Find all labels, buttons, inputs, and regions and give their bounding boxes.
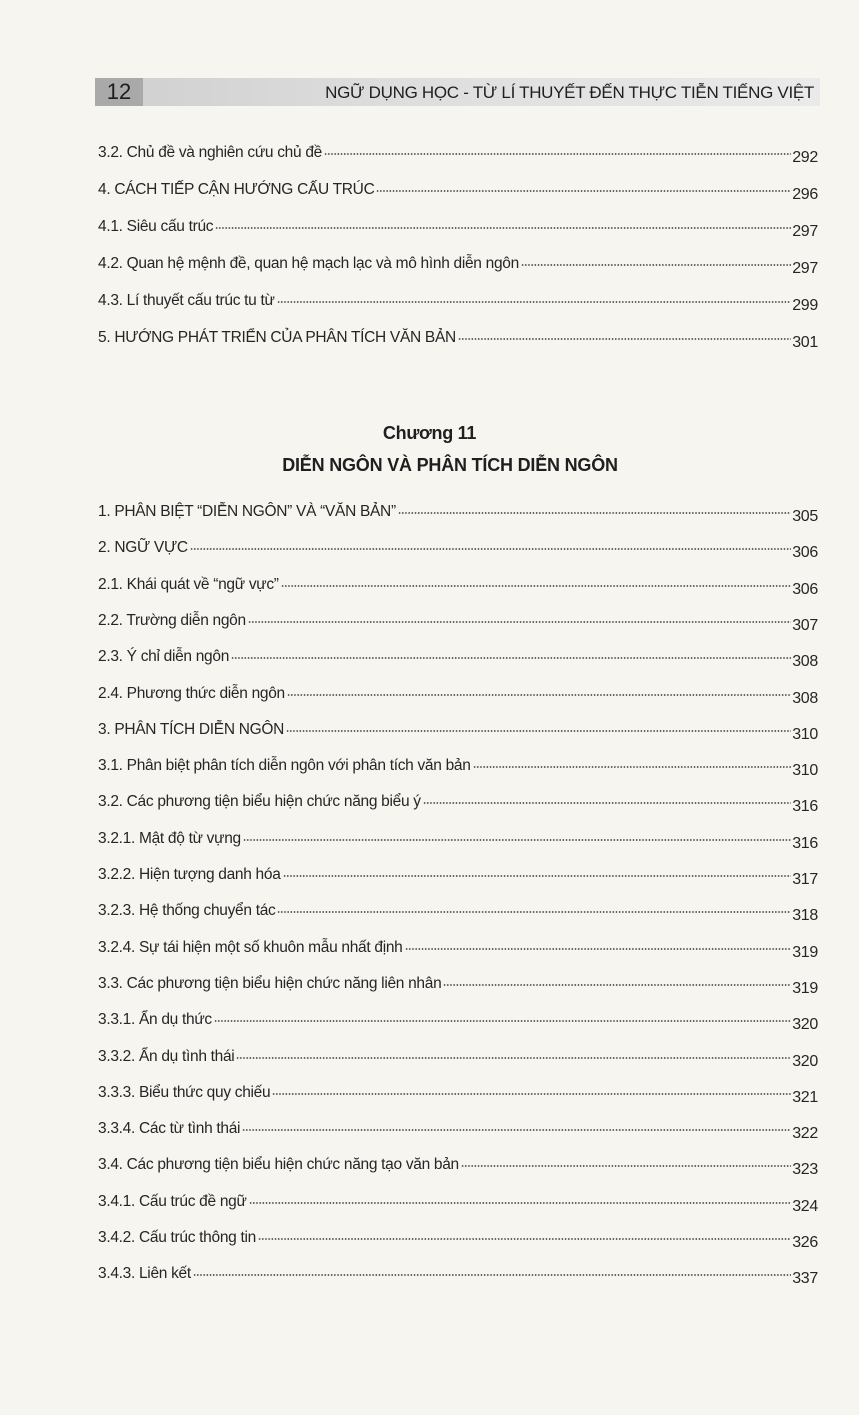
toc-leader-dots <box>398 511 791 515</box>
toc-entry-title: 2.2. Trường diễn ngôn <box>98 611 246 629</box>
toc-entry-page: 319 <box>792 943 818 961</box>
toc-entry <box>98 1114 818 1143</box>
running-title: NGỮ DỤNG HỌC - TỪ LÍ THUYẾT ĐẾN THỰC TIỄN TIẾNG VIỆT <box>325 83 814 102</box>
toc-entry-title: 3.4.3. Liên kết <box>98 1265 191 1283</box>
toc-leader-dots <box>243 838 791 842</box>
toc-entry-page: 307 <box>792 616 818 634</box>
toc-entry-page: 317 <box>792 871 818 888</box>
toc-entry <box>98 787 818 816</box>
toc-entry-title: 4.1. Siêu cấu trúc <box>98 218 214 235</box>
toc-entry <box>98 933 818 961</box>
toc-entry-title: 3.3.3. Biểu thức quy chiếu <box>98 1083 271 1101</box>
toc-entry-title: 4.2. Quan hệ mệnh đề, quan hệ mạch lạc và mô hình diễn ngôn <box>98 255 519 272</box>
toc-entry <box>98 969 818 997</box>
toc-entry-page: 310 <box>792 725 818 743</box>
toc-entry-page: 296 <box>792 186 818 203</box>
toc-entry-page: 301 <box>792 334 818 351</box>
toc-entry-page: 299 <box>792 297 818 314</box>
toc-entry-page: 292 <box>792 149 818 166</box>
toc-entry-page: 319 <box>792 979 818 997</box>
toc-leader-dots <box>286 729 791 733</box>
toc-entry-page: 308 <box>792 653 818 671</box>
toc-entry-title: 4. CÁCH TIẾP CẬN HƯỚNG CẤU TRÚC <box>98 181 375 198</box>
toc-leader-dots <box>258 1237 791 1241</box>
toc-entry-title: 4.3. Lí thuyết cấu trúc tu từ <box>98 292 275 309</box>
toc-entry-page: 297 <box>792 223 818 240</box>
toc-entry <box>98 606 818 634</box>
toc-leader-dots <box>461 1164 791 1168</box>
toc-entry <box>98 715 818 743</box>
toc-entry-title: 2.4. Phương thức diễn ngôn <box>98 684 285 702</box>
toc-leader-dots <box>248 620 791 624</box>
toc-entry-title: 3.2.2. Hiện tượng danh hóa <box>98 866 281 883</box>
toc-entry <box>98 249 818 277</box>
toc-entry-title: 3.4. Các phương tiện biểu hiện chức năng tạo văn bản <box>98 1156 459 1174</box>
toc-entry <box>98 570 818 598</box>
toc-entry-title: 3.4.1. Cấu trúc đề ngữ <box>98 1192 247 1210</box>
toc-entry-page: 318 <box>792 907 818 925</box>
toc-entry <box>98 751 818 780</box>
toc-entry <box>98 497 818 525</box>
toc-entry <box>98 1150 818 1179</box>
toc-leader-dots <box>277 300 792 304</box>
toc-entry <box>98 1259 818 1288</box>
toc-entry-title: 2. NGỮ VỰC <box>98 539 188 557</box>
toc-entry-title: 3.2. Chủ đề và nghiên cứu chủ đề <box>98 144 322 161</box>
toc-entry <box>98 175 818 203</box>
toc-entry-title: 3.2. Các phương tiện biểu hiện chức năng biểu ý <box>98 793 421 811</box>
toc-entry-page: 310 <box>792 762 818 780</box>
page-number: 12 <box>95 78 143 106</box>
toc-entry-title: 3.2.3. Hệ thống chuyển tác <box>98 902 276 920</box>
toc-leader-dots <box>249 1201 792 1205</box>
toc-entry-title: 3.1. Phân biệt phân tích diễn ngôn với phân tích văn bản <box>98 757 471 775</box>
toc-entry <box>98 679 818 707</box>
toc-entry-page: 305 <box>792 508 818 525</box>
toc-entry-page: 320 <box>792 1052 818 1070</box>
toc-entry-title: 3.4.2. Cấu trúc thông tin <box>98 1229 256 1246</box>
toc-leader-dots <box>231 656 791 660</box>
toc-entry <box>98 533 818 562</box>
toc-entry-page: 316 <box>792 834 818 852</box>
toc-leader-dots <box>287 693 791 697</box>
toc-leader-dots <box>443 983 791 987</box>
toc-entry-title: 3. PHÂN TÍCH DIỄN NGÔN <box>98 720 285 738</box>
toc-leader-dots <box>324 152 791 156</box>
toc-entry-page: 306 <box>792 544 818 562</box>
toc-leader-dots <box>405 947 792 951</box>
toc-leader-dots <box>193 1273 791 1277</box>
toc-entry-title: 3.2.4. Sự tái hiện một số khuôn mẫu nhất định <box>98 938 403 956</box>
toc-leader-dots <box>190 547 791 551</box>
toc-entry-page: 297 <box>792 260 818 277</box>
toc-leader-dots <box>215 226 791 230</box>
toc-entry-page: 320 <box>792 1016 818 1034</box>
toc-entry-title: 5. HƯỚNG PHÁT TRIỂN CỦA PHÂN TÍCH VĂN BẢN <box>98 329 456 346</box>
toc-entry-page: 321 <box>792 1088 818 1106</box>
toc-entry-title: 3.2.1. Mật độ từ vựng <box>98 829 241 847</box>
toc-entry-page: 326 <box>792 1234 818 1251</box>
toc-entry <box>98 138 818 166</box>
toc-entry <box>98 824 818 852</box>
toc-entry <box>98 323 818 351</box>
toc-entry-page: 324 <box>792 1197 818 1215</box>
toc-entry <box>98 642 818 671</box>
toc-leader-dots <box>473 765 792 769</box>
toc-entry <box>98 1078 818 1106</box>
running-header <box>95 78 820 106</box>
toc-entry <box>98 896 818 925</box>
toc-entry-title: 3.3. Các phương tiện biểu hiện chức năng liên nhân <box>98 974 442 992</box>
toc-entry-title: 3.3.2. Ẩn dụ tình thái <box>98 1047 235 1065</box>
toc-entry-title: 3.3.1. Ẩn dụ thức <box>98 1011 212 1029</box>
chapter-title: DIỄN NGÔN VÀ PHÂN TÍCH DIỄN NGÔN <box>282 455 618 475</box>
toc-entry <box>98 286 818 314</box>
toc-entry <box>98 1223 818 1251</box>
toc-entry-title: 2.1. Khái quát về “ngữ vực” <box>98 575 279 593</box>
toc-entry-page: 306 <box>792 580 818 598</box>
toc-leader-dots <box>281 584 792 588</box>
toc-leader-dots <box>277 910 791 914</box>
toc-entry-title: 3.3.4. Các từ tình thái <box>98 1120 241 1138</box>
toc-entry <box>98 212 818 240</box>
toc-leader-dots <box>242 1128 791 1132</box>
toc-entry-title: 2.3. Ý chỉ diễn ngôn <box>98 648 230 666</box>
toc-leader-dots <box>236 1056 791 1060</box>
toc-leader-dots <box>283 874 792 878</box>
toc-entry-page: 337 <box>792 1270 818 1288</box>
toc-entry-title: 1. PHÂN BIỆT “DIỄN NGÔN” VÀ “VĂN BẢN” <box>98 503 396 520</box>
toc-leader-dots <box>521 263 791 267</box>
toc-leader-dots <box>423 801 791 805</box>
toc-entry <box>98 1187 818 1215</box>
toc-leader-dots <box>458 337 791 341</box>
toc-entry-page: 323 <box>792 1161 818 1179</box>
toc-entry-page: 308 <box>792 689 818 707</box>
toc-entry-page: 316 <box>792 798 818 816</box>
toc-leader-dots <box>376 189 791 193</box>
toc-entry <box>98 1005 818 1034</box>
chapter-label: Chương 11 <box>382 423 477 443</box>
toc-entry-page: 322 <box>792 1125 818 1143</box>
toc-entry <box>98 860 818 888</box>
toc-entry <box>98 1042 818 1070</box>
toc-leader-dots <box>272 1092 791 1096</box>
toc-leader-dots <box>214 1019 791 1023</box>
